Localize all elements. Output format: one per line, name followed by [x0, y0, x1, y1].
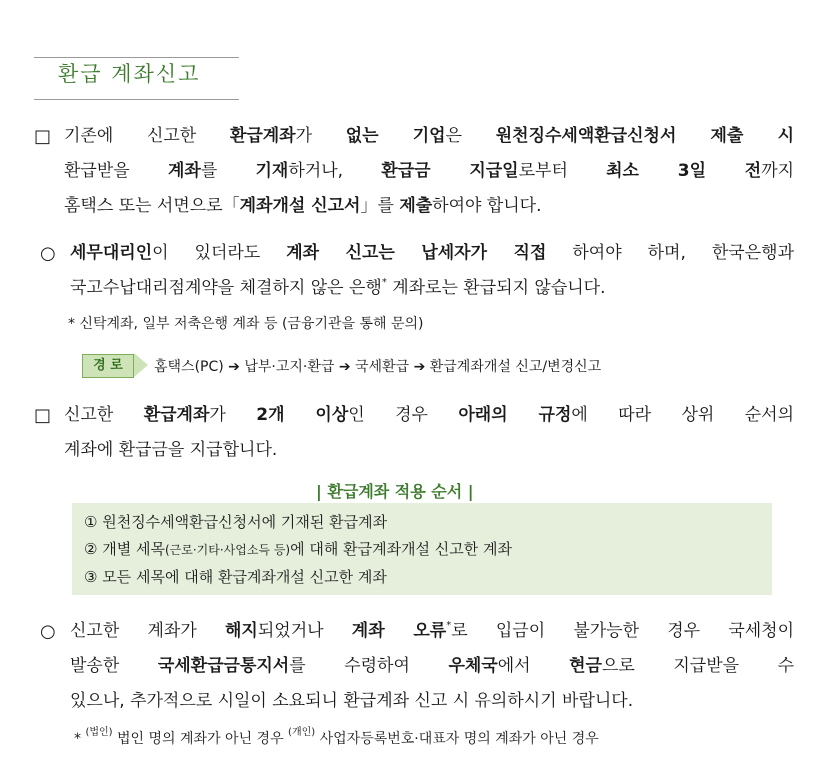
order-item: ② 개별 세목(근로·기타·사업소득 등)에 대해 환급계좌개설 신고한 계좌	[84, 540, 513, 558]
order-box	[72, 503, 772, 595]
path-text: 홈택스(PC) ➔ 납부·고지·환급 ➔ 국세환급 ➔ 환급계좌개설 신고/변경신고	[154, 359, 602, 375]
text-line: 계좌에 환급금을 지급합니다.	[64, 440, 278, 460]
path-badge: 경 로	[82, 354, 134, 378]
paragraph-closed-account	[70, 614, 794, 719]
text-line: 신고한 계좌가 해지되었거나 계좌 오류*로 입금이 불가능한 경우 국세청이	[70, 620, 795, 641]
section-title: 환급 계좌신고	[58, 62, 201, 86]
order-box-title: | 환급계좌 적용 순서 |	[316, 482, 474, 501]
text-line: 있으나, 추가적으로 시일이 소요되니 환급계좌 신고 시 유의하시기 바랍니다.	[70, 691, 634, 711]
circle-bullet-icon: ○	[40, 243, 56, 264]
circle-bullet-icon: ○	[40, 621, 56, 642]
square-bullet-icon: □	[34, 126, 52, 147]
paragraph-multiple-accounts	[64, 398, 794, 468]
chevron-right-icon	[134, 353, 148, 377]
paragraph-existing-account	[64, 119, 794, 224]
text-line: 세무대리인이 있더라도 계좌 신고는 납세자가 직접 하여야 하며, 한국은행과	[70, 243, 794, 263]
section-multiple-accounts	[34, 398, 794, 470]
section-closed-account	[40, 614, 794, 722]
square-bullet-icon: □	[34, 405, 52, 426]
text-line: 기존에 신고한 환급계좌가 없는 기업은 원천징수세액환급신청서 제출 시	[64, 126, 795, 146]
text-line: 환급받을 계좌를 기재하거나, 환급금 지급일로부터 최소 3일 전까지	[64, 161, 795, 181]
section-box-existing-account	[34, 119, 794, 227]
text-line: 신고한 환급계좌가 2개 이상인 경우 아래의 규정에 따라 상위 순서의	[64, 405, 795, 425]
footnote-account-owner: * $^{(법인)}$ 법인 명의 계좌가 아닌 경우 $^{(개인)}$ 사업자등록번호·대표자 명의 계좌가 아닌 경우	[74, 727, 599, 747]
footnote-trust-account: * 신탁계좌, 일부 저축은행 계좌 등 (금융기관을 통해 문의)	[68, 316, 424, 332]
section-tax-agent	[40, 236, 794, 308]
text-line: 발송한 국세환급금통지서를 수령하여 우체국에서 현금으로 지급받을 수	[70, 656, 795, 676]
order-item: ① 원천징수세액환급신청서에 기재된 환급계좌	[84, 513, 388, 531]
text-line: 홈택스 또는 서면으로「계좌개설 신고서」를 제출하여야 합니다.	[64, 196, 542, 216]
title-bottom-rule	[34, 99, 239, 100]
paragraph-tax-agent	[70, 236, 794, 306]
order-item: ③ 모든 세목에 대해 환급계좌개설 신고한 계좌	[84, 568, 387, 586]
text-line: 국고수납대리점계약을 체결하지 않은 은행* 계좌로는 환급되지 않습니다.	[70, 277, 606, 298]
